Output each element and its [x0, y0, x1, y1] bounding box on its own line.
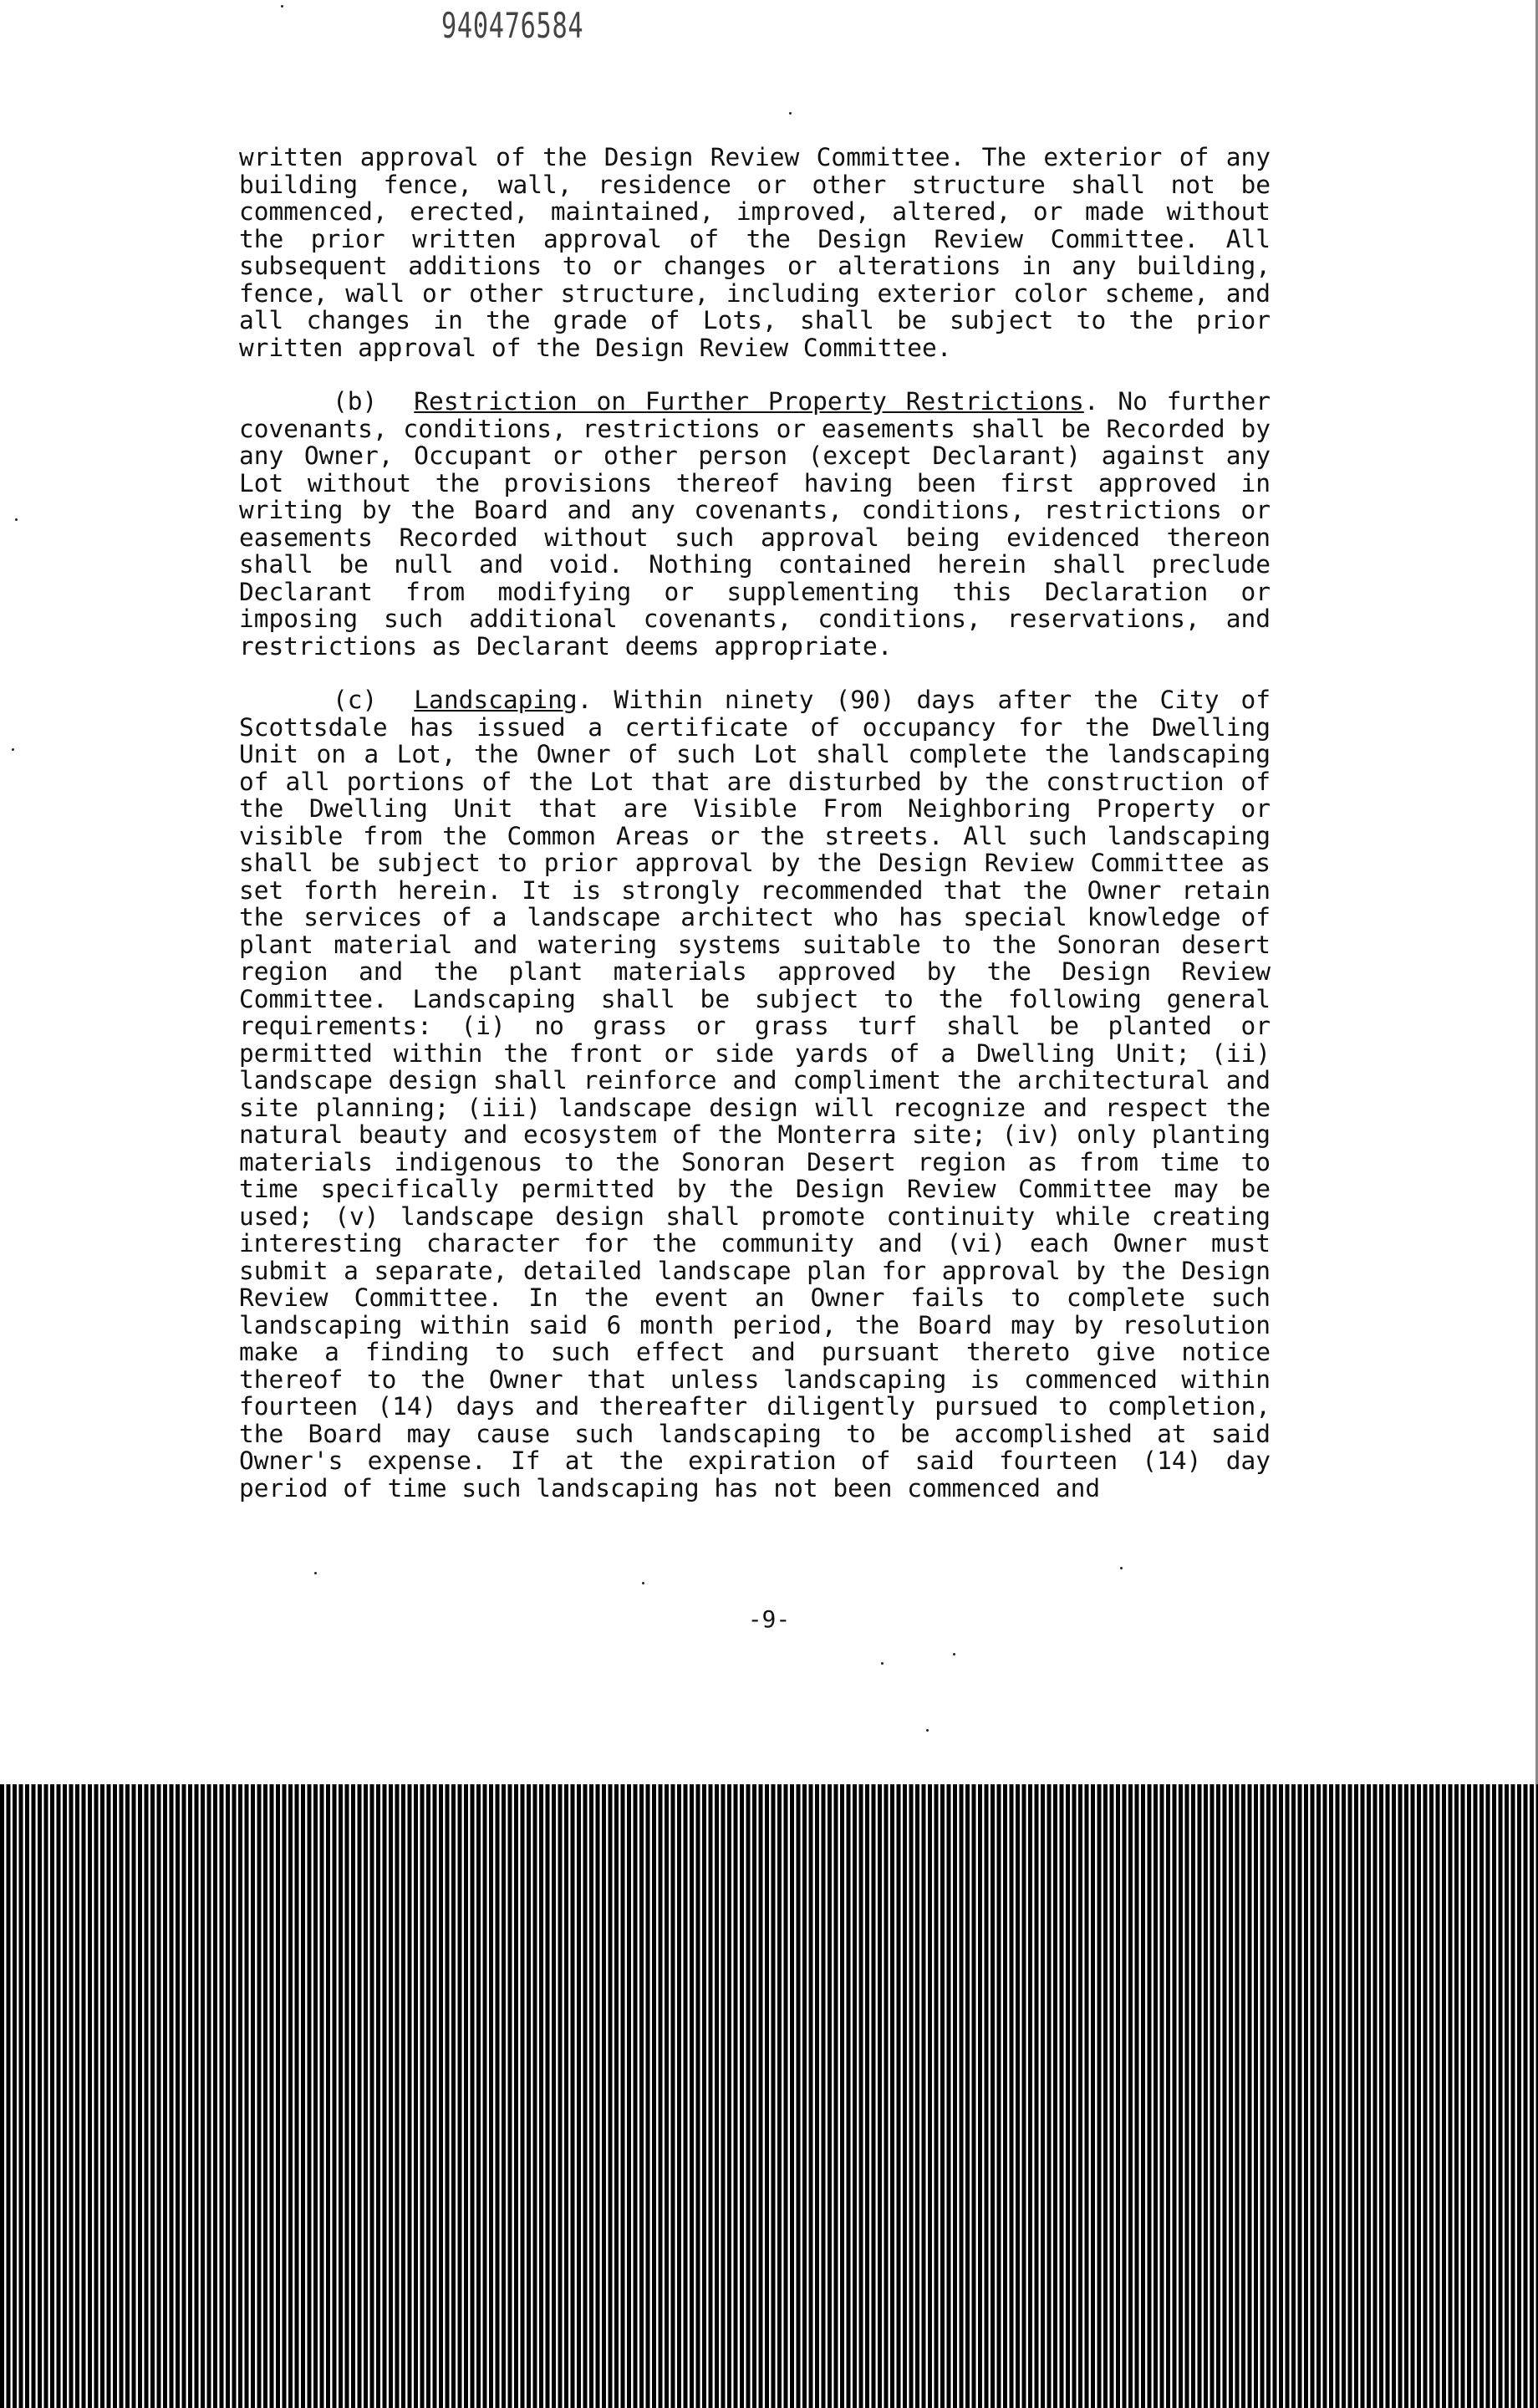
- page-number: -9-: [747, 1605, 791, 1633]
- scan-speck: [953, 1653, 955, 1656]
- scan-speck: [926, 1729, 929, 1732]
- paragraph-label: (b): [333, 387, 378, 416]
- scan-speck: [314, 1572, 317, 1574]
- paragraph-text: . No further covenants, conditions, restrictions or easements shall be Recorded by any Owner, Occupant or other person (except Declarant) against any Lot without the provisions thereof having been first approved in writing by the Board and any covenants, conditions, restrictions or easements Recorded without such approval being evidenced thereon shall be null and void. Nothing contained herein shall preclude Declarant from modifying or supplementing this Declaration or imposing such additional covenants, conditions, reservations, and restrictions as Declarant deems appropriate.: [239, 387, 1271, 661]
- scanner-stripes: [0, 1784, 1538, 2408]
- scan-speck: [789, 112, 792, 115]
- scan-speck: [281, 5, 283, 8]
- paragraph-c: [239, 686, 1271, 1502]
- scan-speck: [12, 748, 14, 751]
- paragraph-b: [239, 388, 1271, 660]
- scan-speck: [1120, 1567, 1123, 1569]
- paragraph-heading: Landscaping: [414, 686, 578, 714]
- paragraph-continuation: [239, 144, 1271, 361]
- paragraph-text: . Within ninety (90) days after the City of Scottsdale has issued a certificate of occupancy for the Dwelling Unit on a Lot, the Owner of such Lot shall complete the landscaping of all portions of the Lot that are disturbed by the construction of the Dwelling Unit that are Visible From Neighboring Property or visible from the Common Areas or the streets. All such landscaping shall be subject to prior approval by the Design Review Committee as set forth herein. It is strongly recommended that the Owner retain the services of a landscape architect who has special knowledge of plant material and watering systems suitable to the Sonoran desert region and the plant materials approved by the Design Review Committee. Landscaping shall be subject to the following general requirements: (i) no grass or grass turf shall be planted or permitted within the front or side yards of a Dwelling Unit; (ii) landscape design shall reinforce and compliment the architectural and site planning; (iii) landscape design will recognize and respect the natural beauty and ecosystem of the Monterra site; (iv) only planting materials indigenous to the Sonoran Desert region as from time to time specifically permitted by the Design Review Committee may be used; (v) landscape design shall promote continuity while creating interesting character for the community and (vi) each Owner must submit a separate, detailed landscape plan for approval by the Design Review Committee. In the event an Owner fails to complete such landscaping within said 6 month period, the Board may by resolution make a finding to such effect and pursuant thereto give notice thereof to the Owner that unless landscaping is commenced within fourteen (14) days and thereafter diligently pursued to completion, the Board may cause such landscaping to be accomplished at said Owner's expense. If at the expiration of said fourteen (14) day period of time such landscaping has not been commenced and: [239, 686, 1271, 1502]
- scan-speck: [642, 1582, 644, 1584]
- paragraph-label: (c): [333, 686, 378, 714]
- paragraph-heading: Restriction on Further Property Restrictions: [414, 387, 1084, 416]
- scan-speck: [881, 1662, 884, 1665]
- document-stamp-number: 940476584: [441, 5, 584, 46]
- scan-speck: [15, 518, 18, 521]
- paragraph-text: written approval of the Design Review Committee. The exterior of any building fence, wall, residence or other structure shall not be commenced, erected, maintained, improved, altered, or made without the prior written approval of the Design Review Committee. All subsequent additions to or changes or alterations in any building, fence, wall or other structure, including exterior color scheme, and all changes in the grade of Lots, shall be subject to the prior written approval of the Design Review Committee.: [239, 143, 1271, 362]
- document-body: [239, 144, 1271, 1528]
